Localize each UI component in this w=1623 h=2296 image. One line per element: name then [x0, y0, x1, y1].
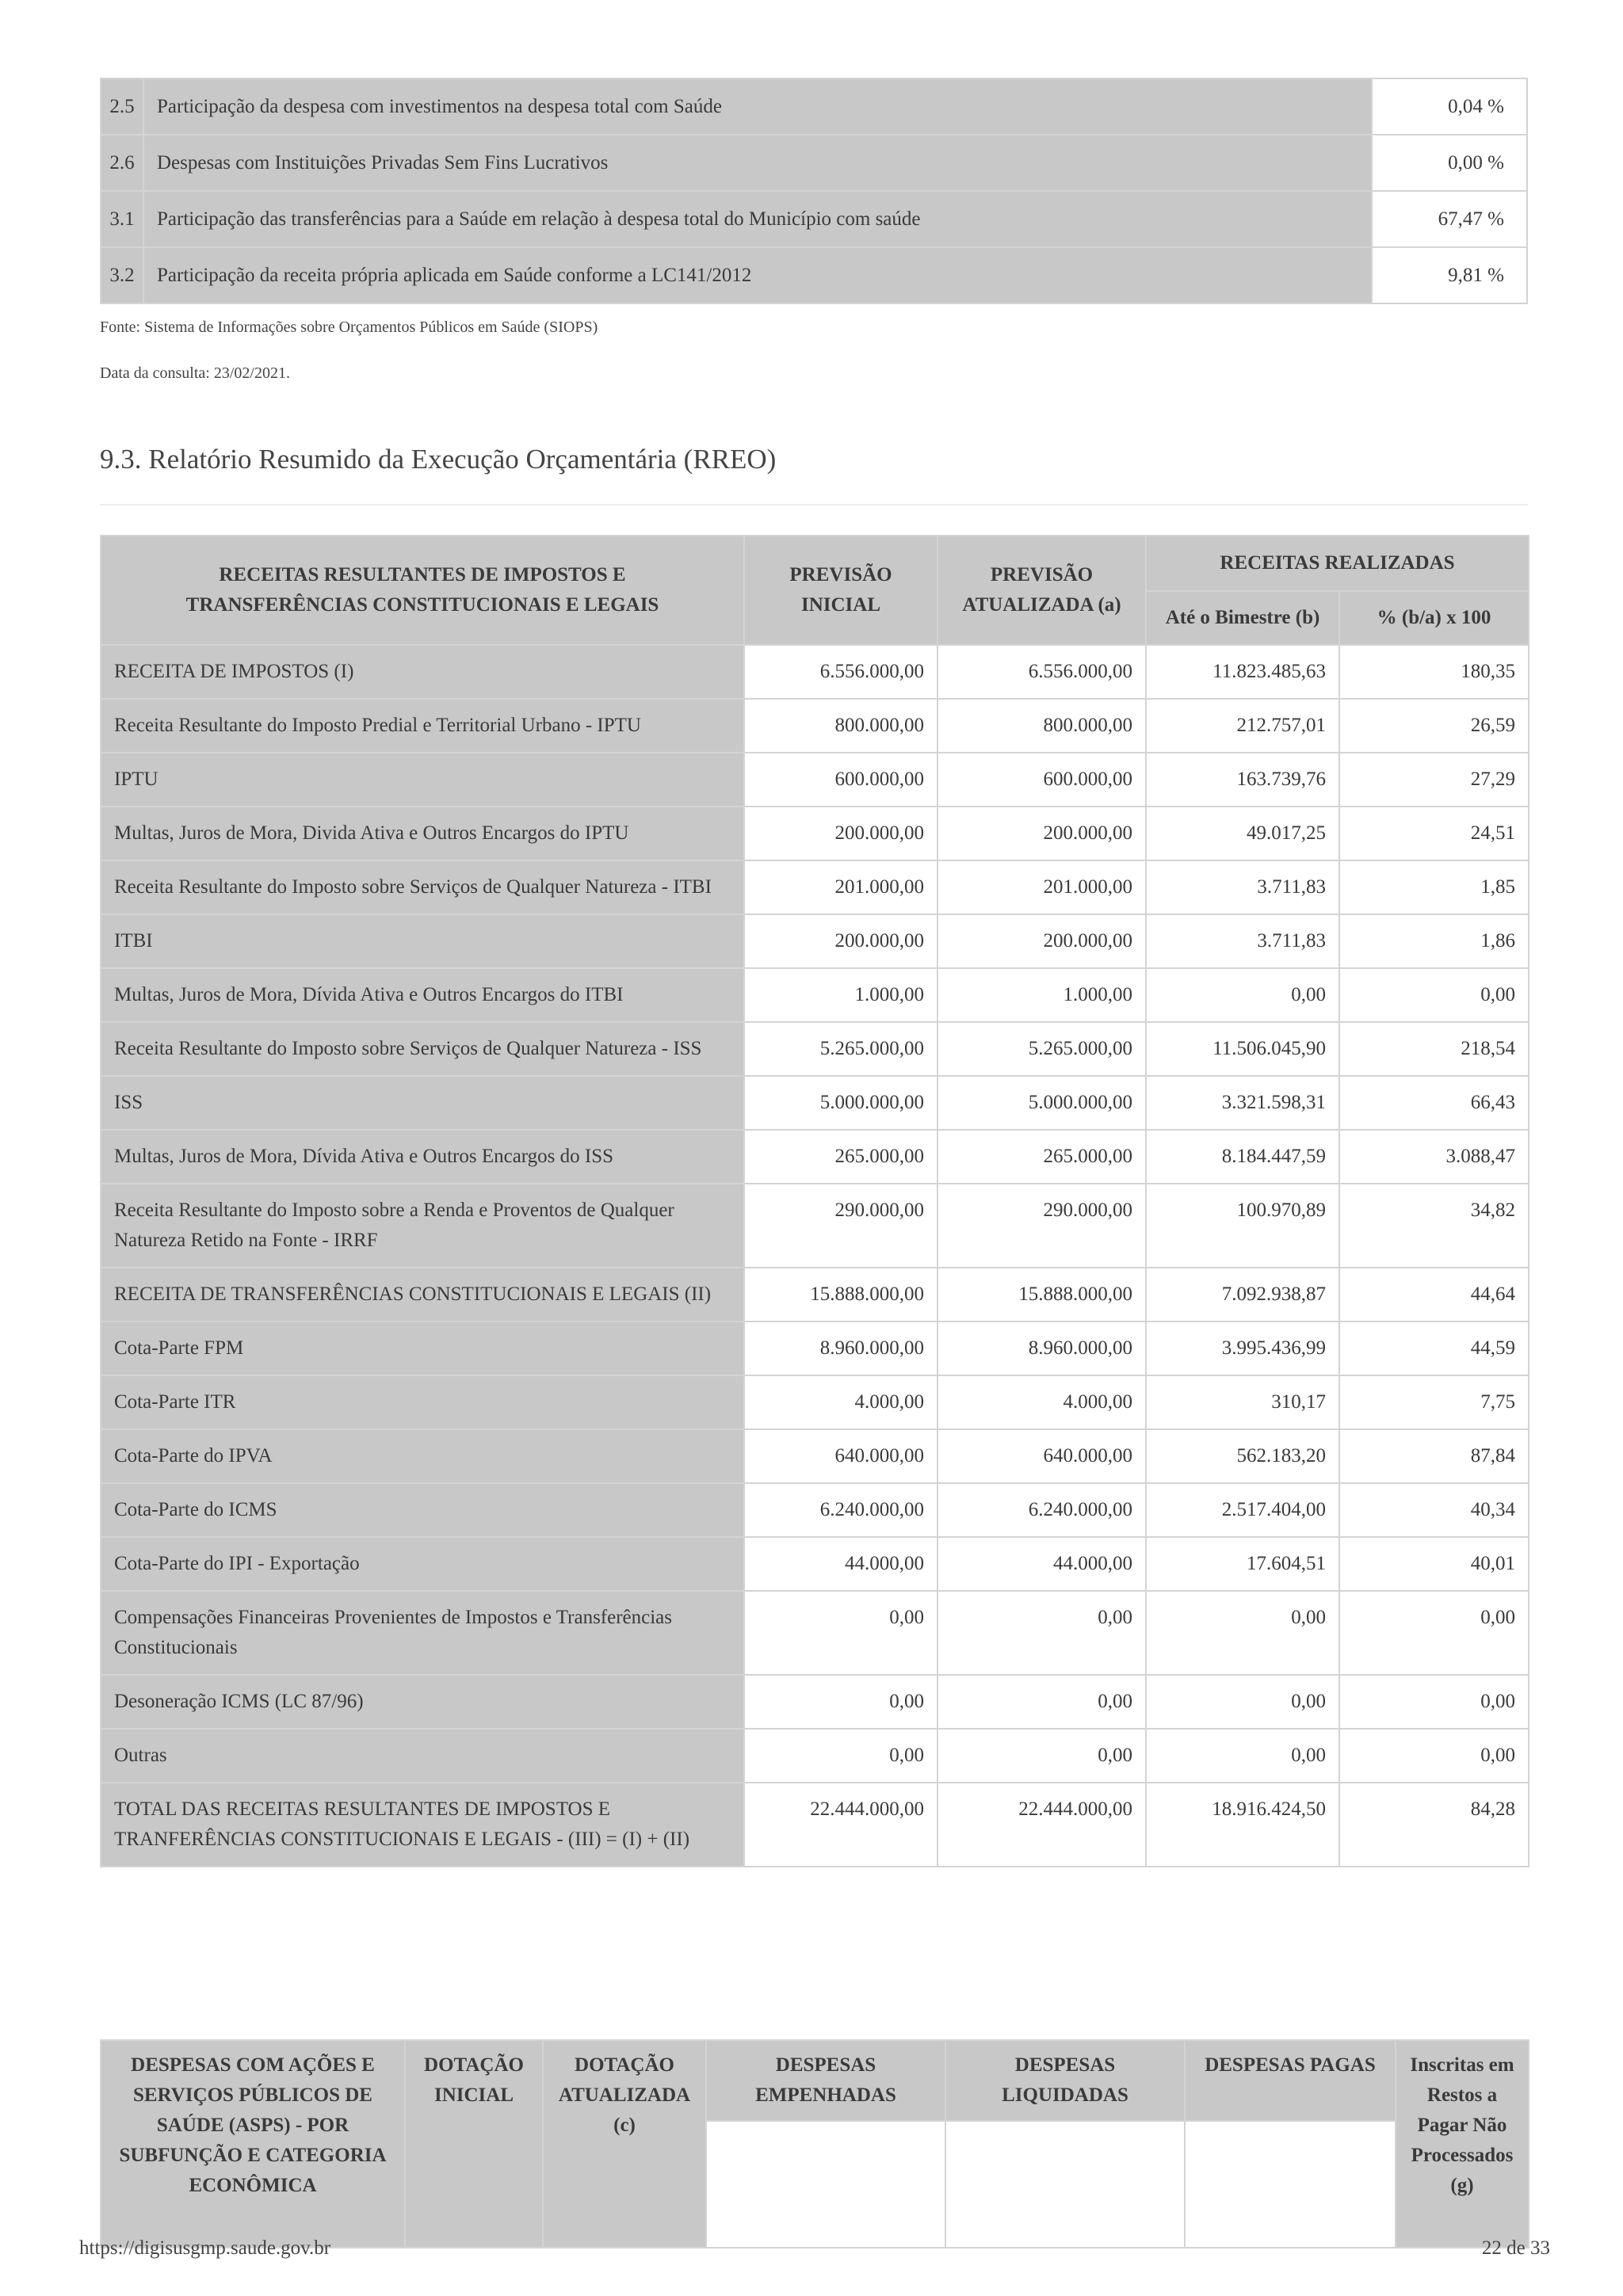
header-restos-a-pagar: Inscritas em Restos a Pagar Não Processados (g) [1396, 2040, 1529, 2248]
previsao-inicial-value: 290.000,00 [744, 1184, 938, 1268]
section-title: 9.3. Relatório Resumido da Execução Orçamentária (RREO) [100, 444, 777, 475]
percent-value: 180,35 [1339, 645, 1529, 699]
rreo-row [101, 753, 1529, 807]
rreo-row [101, 968, 1529, 1022]
header-receitas: RECEITAS RESULTANTES DE IMPOSTOS E TRANSFERÊNCIAS CONSTITUCIONAIS E LEGAIS [101, 536, 744, 645]
row-label: RECEITA DE IMPOSTOS (I) [101, 645, 744, 699]
header-dotacao-inicial: DOTAÇÃO INICIAL [405, 2040, 543, 2248]
ate-bimestre-value: 0,00 [1146, 968, 1339, 1022]
percent-value: 0,00 [1339, 1591, 1529, 1675]
previsao-atualizada-value: 800.000,00 [938, 699, 1146, 753]
percent-value: 0,00 [1339, 1675, 1529, 1729]
header-despesas-liquidadas: DESPESAS LIQUIDADAS [945, 2040, 1185, 2121]
ate-bimestre-value: 100.970,89 [1146, 1184, 1339, 1268]
previsao-inicial-value: 0,00 [744, 1591, 938, 1675]
previsao-inicial-value: 200.000,00 [744, 807, 938, 860]
previsao-inicial-value: 600.000,00 [744, 753, 938, 807]
previsao-inicial-value: 5.000.000,00 [744, 1076, 938, 1130]
percent-value: 26,59 [1339, 699, 1529, 753]
row-label: TOTAL DAS RECEITAS RESULTANTES DE IMPOSTOS E TRANFERÊNCIAS CONSTITUCIONAIS E LEGAIS - (III) = (I) + (II) [101, 1783, 744, 1867]
indicator-row [101, 78, 1527, 135]
footer-page-number: 22 de 33 [1481, 2237, 1550, 2259]
percent-value: 34,82 [1339, 1184, 1529, 1268]
row-label: Multas, Juros de Mora, Divida Ativa e Outros Encargos do IPTU [101, 807, 744, 860]
indicator-row [101, 191, 1527, 247]
indicators-body [101, 78, 1527, 303]
percent-value: 1,85 [1339, 860, 1529, 914]
header-despesas-pagas: DESPESAS PAGAS [1185, 2040, 1396, 2121]
ate-bimestre-value: 0,00 [1146, 1591, 1339, 1675]
previsao-atualizada-value: 1.000,00 [938, 968, 1146, 1022]
rreo-row [101, 1076, 1529, 1130]
ate-bimestre-value: 3.321.598,31 [1146, 1076, 1339, 1130]
ate-bimestre-value: 0,00 [1146, 1729, 1339, 1783]
rreo-row [101, 1022, 1529, 1076]
percent-value: 7,75 [1339, 1375, 1529, 1429]
row-label: Receita Resultante do Imposto Predial e Territorial Urbano - IPTU [101, 699, 744, 753]
section-divider [100, 504, 1528, 505]
indicator-code: 2.6 [101, 135, 143, 191]
indicator-description: Participação da despesa com investimentos na despesa total com Saúde [143, 78, 1372, 135]
rreo-row [101, 1184, 1529, 1268]
row-label: Cota-Parte do IPVA [101, 1429, 744, 1483]
indicator-value: 0,00 % [1372, 135, 1527, 191]
rreo-row [101, 1429, 1529, 1483]
ate-bimestre-value: 562.183,20 [1146, 1429, 1339, 1483]
indicator-value: 0,04 % [1372, 78, 1527, 135]
rreo-row [101, 699, 1529, 753]
previsao-atualizada-value: 265.000,00 [938, 1130, 1146, 1184]
rreo-row [101, 1537, 1529, 1591]
percent-value: 1,86 [1339, 914, 1529, 968]
row-label: RECEITA DE TRANSFERÊNCIAS CONSTITUCIONAIS E LEGAIS (II) [101, 1268, 744, 1322]
source-note: Fonte: Sistema de Informações sobre Orçamentos Públicos em Saúde (SIOPS) [100, 318, 598, 336]
percent-value: 27,29 [1339, 753, 1529, 807]
rreo-row [101, 860, 1529, 914]
indicator-row [101, 247, 1527, 303]
previsao-inicial-value: 1.000,00 [744, 968, 938, 1022]
previsao-atualizada-value: 600.000,00 [938, 753, 1146, 807]
previsao-inicial-value: 5.265.000,00 [744, 1022, 938, 1076]
ate-bimestre-value: 212.757,01 [1146, 699, 1339, 753]
header-percent: % (b/a) x 100 [1339, 591, 1529, 645]
row-label: Receita Resultante do Imposto sobre Serviços de Qualquer Natureza - ITBI [101, 860, 744, 914]
previsao-atualizada-value: 640.000,00 [938, 1429, 1146, 1483]
previsao-inicial-value: 201.000,00 [744, 860, 938, 914]
despesas-header-table [100, 2039, 1529, 2248]
percent-value: 44,64 [1339, 1268, 1529, 1322]
ate-bimestre-value: 2.517.404,00 [1146, 1483, 1339, 1537]
indicator-code: 3.1 [101, 191, 143, 247]
percent-value: 218,54 [1339, 1022, 1529, 1076]
previsao-atualizada-value: 8.960.000,00 [938, 1322, 1146, 1375]
row-label: IPTU [101, 753, 744, 807]
rreo-row [101, 1130, 1529, 1184]
row-label: Outras [101, 1729, 744, 1783]
indicator-description: Despesas com Instituições Privadas Sem Fins Lucrativos [143, 135, 1372, 191]
footer-url: https://digisusgmp.saude.gov.br [79, 2237, 331, 2259]
previsao-inicial-value: 6.556.000,00 [744, 645, 938, 699]
previsao-inicial-value: 265.000,00 [744, 1130, 938, 1184]
row-label: ITBI [101, 914, 744, 968]
blank-cell [706, 2121, 945, 2248]
indicator-row [101, 135, 1527, 191]
previsao-inicial-value: 0,00 [744, 1675, 938, 1729]
indicator-description: Participação da receita própria aplicada em Saúde conforme a LC141/2012 [143, 247, 1372, 303]
row-label: Multas, Juros de Mora, Dívida Ativa e Outros Encargos do ITBI [101, 968, 744, 1022]
header-despesas-empenhadas: DESPESAS EMPENHADAS [706, 2040, 945, 2121]
rreo-row [101, 1375, 1529, 1429]
ate-bimestre-value: 11.506.045,90 [1146, 1022, 1339, 1076]
percent-value: 24,51 [1339, 807, 1529, 860]
header-despesas-asps: DESPESAS COM AÇÕES E SERVIÇOS PÚBLICOS DE SAÚDE (ASPS) - POR SUBFUNÇÃO E CATEGORIA ECONÔMICA [101, 2040, 405, 2248]
previsao-atualizada-value: 6.556.000,00 [938, 645, 1146, 699]
previsao-inicial-value: 640.000,00 [744, 1429, 938, 1483]
ate-bimestre-value: 3.711,83 [1146, 914, 1339, 968]
row-label: Cota-Parte do IPI - Exportação [101, 1537, 744, 1591]
previsao-atualizada-value: 200.000,00 [938, 914, 1146, 968]
previsao-atualizada-value: 201.000,00 [938, 860, 1146, 914]
previsao-atualizada-value: 290.000,00 [938, 1184, 1146, 1268]
previsao-atualizada-value: 5.000.000,00 [938, 1076, 1146, 1130]
row-label: Multas, Juros de Mora, Dívida Ativa e Outros Encargos do ISS [101, 1130, 744, 1184]
percent-value: 0,00 [1339, 968, 1529, 1022]
percent-value: 0,00 [1339, 1729, 1529, 1783]
row-label: Compensações Financeiras Provenientes de Impostos e Transferências Constitucionais [101, 1591, 744, 1675]
indicator-code: 3.2 [101, 247, 143, 303]
ate-bimestre-value: 0,00 [1146, 1675, 1339, 1729]
previsao-inicial-value: 15.888.000,00 [744, 1268, 938, 1322]
previsao-inicial-value: 44.000,00 [744, 1537, 938, 1591]
previsao-atualizada-value: 200.000,00 [938, 807, 1146, 860]
previsao-inicial-value: 0,00 [744, 1729, 938, 1783]
rreo-table [100, 535, 1529, 1867]
header-dotacao-atualizada: DOTAÇÃO ATUALIZADA (c) [543, 2040, 706, 2248]
rreo-row [101, 1675, 1529, 1729]
rreo-row [101, 1783, 1529, 1867]
row-label: Cota-Parte ITR [101, 1375, 744, 1429]
indicator-value: 9,81 % [1372, 247, 1527, 303]
blank-cell [945, 2121, 1185, 2248]
header-ate-bimestre: Até o Bimestre (b) [1146, 591, 1339, 645]
row-label: Receita Resultante do Imposto sobre Serviços de Qualquer Natureza - ISS [101, 1022, 744, 1076]
indicators-table [100, 78, 1528, 304]
previsao-atualizada-value: 15.888.000,00 [938, 1268, 1146, 1322]
previsao-atualizada-value: 0,00 [938, 1675, 1146, 1729]
ate-bimestre-value: 7.092.938,87 [1146, 1268, 1339, 1322]
percent-value: 66,43 [1339, 1076, 1529, 1130]
rreo-row [101, 1729, 1529, 1783]
indicator-value: 67,47 % [1372, 191, 1527, 247]
previsao-atualizada-value: 6.240.000,00 [938, 1483, 1146, 1537]
percent-value: 40,01 [1339, 1537, 1529, 1591]
percent-value: 44,59 [1339, 1322, 1529, 1375]
rreo-body [101, 645, 1529, 1867]
previsao-inicial-value: 200.000,00 [744, 914, 938, 968]
previsao-inicial-value: 4.000,00 [744, 1375, 938, 1429]
previsao-atualizada-value: 4.000,00 [938, 1375, 1146, 1429]
previsao-atualizada-value: 0,00 [938, 1591, 1146, 1675]
ate-bimestre-value: 18.916.424,50 [1146, 1783, 1339, 1867]
blank-cell [1185, 2121, 1396, 2248]
ate-bimestre-value: 163.739,76 [1146, 753, 1339, 807]
query-date: Data da consulta: 23/02/2021. [100, 364, 290, 382]
previsao-atualizada-value: 22.444.000,00 [938, 1783, 1146, 1867]
row-label: Receita Resultante do Imposto sobre a Renda e Proventos de Qualquer Natureza Retido na Fonte - IRRF [101, 1184, 744, 1268]
percent-value: 40,34 [1339, 1483, 1529, 1537]
rreo-row [101, 1322, 1529, 1375]
ate-bimestre-value: 3.711,83 [1146, 860, 1339, 914]
ate-bimestre-value: 8.184.447,59 [1146, 1130, 1339, 1184]
ate-bimestre-value: 310,17 [1146, 1375, 1339, 1429]
row-label: Cota-Parte do ICMS [101, 1483, 744, 1537]
rreo-row [101, 914, 1529, 968]
ate-bimestre-value: 3.995.436,99 [1146, 1322, 1339, 1375]
percent-value: 3.088,47 [1339, 1130, 1529, 1184]
percent-value: 87,84 [1339, 1429, 1529, 1483]
ate-bimestre-value: 11.823.485,63 [1146, 645, 1339, 699]
rreo-row [101, 1591, 1529, 1675]
rreo-row [101, 1483, 1529, 1537]
indicator-code: 2.5 [101, 78, 143, 135]
row-label: Cota-Parte FPM [101, 1322, 744, 1375]
previsao-atualizada-value: 44.000,00 [938, 1537, 1146, 1591]
header-previsao-atualizada: PREVISÃO ATUALIZADA (a) [938, 536, 1146, 645]
ate-bimestre-value: 17.604,51 [1146, 1537, 1339, 1591]
previsao-atualizada-value: 5.265.000,00 [938, 1022, 1146, 1076]
rreo-row [101, 645, 1529, 699]
previsao-inicial-value: 800.000,00 [744, 699, 938, 753]
previsao-inicial-value: 8.960.000,00 [744, 1322, 938, 1375]
ate-bimestre-value: 49.017,25 [1146, 807, 1339, 860]
rreo-header [101, 536, 1529, 645]
indicator-description: Participação das transferências para a Saúde em relação à despesa total do Município com saúde [143, 191, 1372, 247]
header-receitas-realizadas: RECEITAS REALIZADAS [1146, 536, 1529, 591]
rreo-row [101, 807, 1529, 860]
row-label: ISS [101, 1076, 744, 1130]
previsao-inicial-value: 22.444.000,00 [744, 1783, 938, 1867]
percent-value: 84,28 [1339, 1783, 1529, 1867]
rreo-row [101, 1268, 1529, 1322]
previsao-atualizada-value: 0,00 [938, 1729, 1146, 1783]
previsao-inicial-value: 6.240.000,00 [744, 1483, 938, 1537]
header-previsao-inicial: PREVISÃO INICIAL [744, 536, 938, 645]
row-label: Desoneração ICMS (LC 87/96) [101, 1675, 744, 1729]
